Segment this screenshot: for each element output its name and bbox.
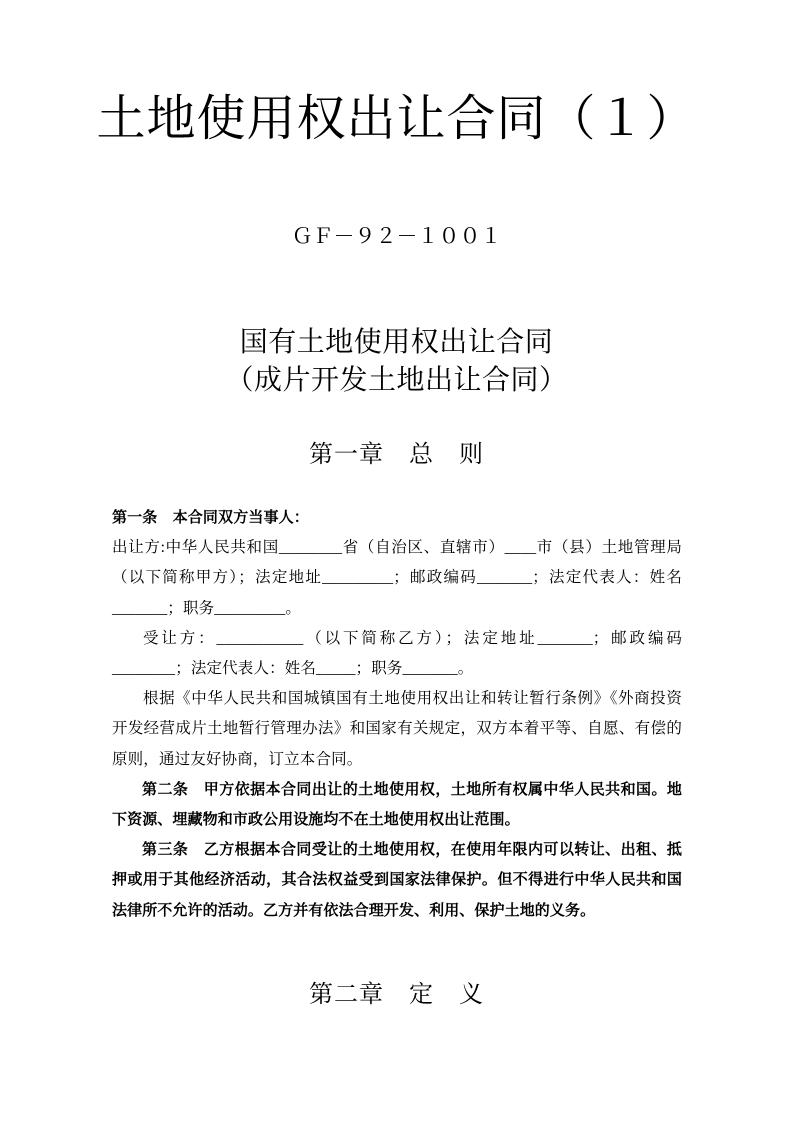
clause-3-paragraph: 第三条 乙方根据本合同受让的土地使用权，在使用年限内可以转让、出租、抵押或用于其他经济活动，其合法权益受到国家法律保护。但不得进行中华人民共和国法律所不允许的活动。乙方并有依法合理开发、利用、保护土地的义务。 bbox=[112, 841, 682, 919]
chapter-heading-1: 第一章 总 则 bbox=[309, 442, 484, 468]
chapter-heading-2: 第二章 定 义 bbox=[309, 982, 484, 1008]
clause-1-lead-spacer bbox=[157, 509, 172, 526]
clause-1-lead-text: 本合同双方当事人： bbox=[172, 509, 309, 526]
document-subtitle-line-2: （成片开发土地出让合同） bbox=[225, 365, 568, 396]
clause-2-paragraph: 第二条 甲方依据本合同出让的土地使用权，土地所有权属中华人民共和国。地下资源、埋藏物和市政公用设施均不在土地使用权出让范围。 bbox=[112, 780, 682, 829]
document-subtitle bbox=[0, 324, 793, 400]
clause-1-heading bbox=[112, 503, 682, 533]
clause-1-party-a-paragraph: 出让方:中华人民共和国________省（自治区、直辖市）____市（县）土地管理局（以下简称甲方）；法定地址_________；邮政编码_______；法定代表人：姓名_______；职务_________。 bbox=[112, 539, 682, 617]
clause-1-basis-paragraph: 根据《中华人民共和国城镇国有土地使用权出让和转让暂行条例》《外商投资开发经营成片土地暂行管理办法》和国家有关规定，双方本着平等、自愿、有偿的原则，通过友好协商，订立本合同。 bbox=[112, 690, 682, 768]
document-subtitle-line-1: 国有土地使用权出让合同 bbox=[239, 327, 554, 358]
clause-1-party-b-paragraph: 受让方：___________（以下简称乙方）；法定地址_______；邮政编码________；法定代表人：姓名_____；职务_______。 bbox=[112, 629, 682, 678]
document-code: ＧＦ－９２－１００１ bbox=[291, 224, 502, 248]
clause-1-lead: 第一条 bbox=[112, 509, 158, 526]
page-title: 土地使用权出让合同（１） bbox=[96, 91, 697, 146]
document-body bbox=[112, 503, 682, 926]
